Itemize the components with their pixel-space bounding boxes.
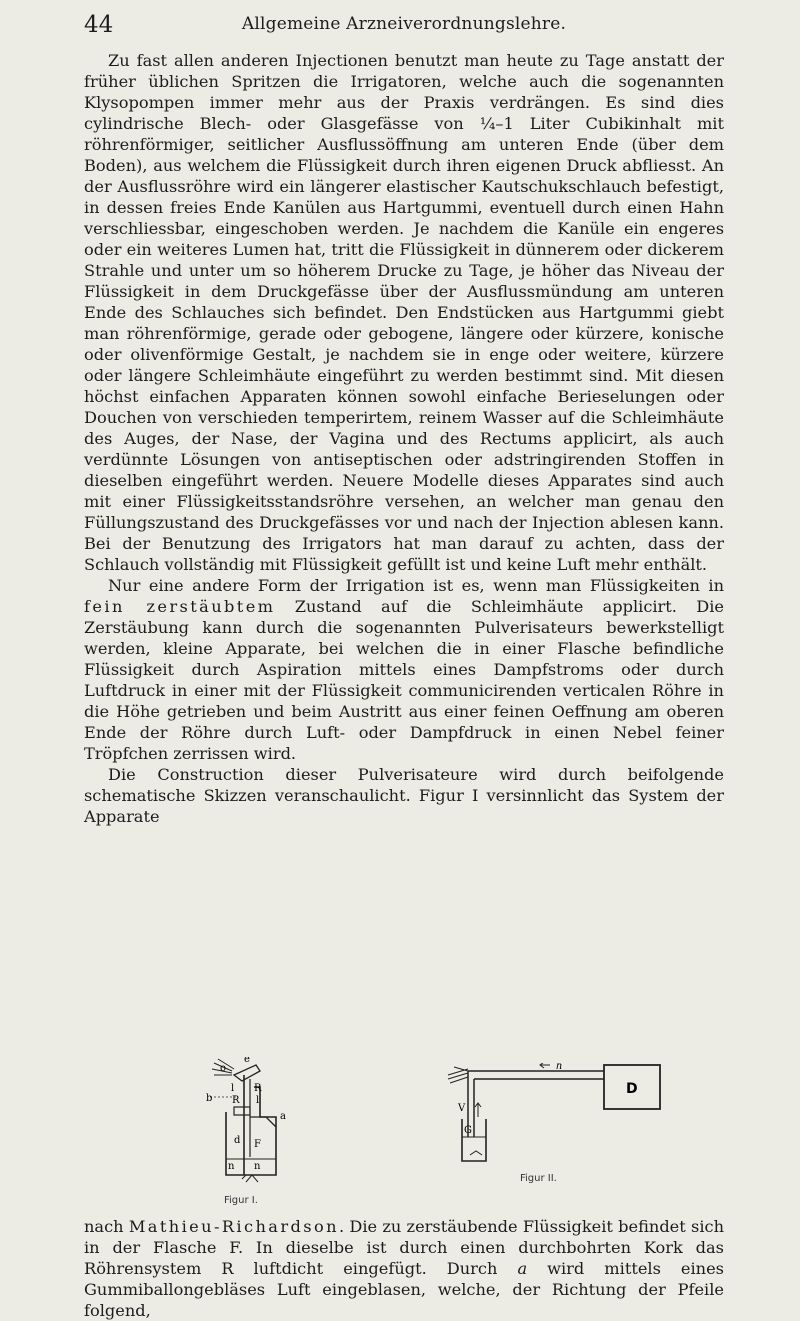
label-d: d (234, 1135, 241, 1146)
figures-area (84, 1057, 724, 1217)
nozzle (234, 1065, 260, 1081)
arrow-h (540, 1063, 550, 1068)
label-e: e (244, 1057, 250, 1065)
running-head: Allgemeine Arzneiverordnungslehre. (241, 14, 567, 34)
paragraph-4 (84, 1216, 724, 1321)
container-arrows (470, 1151, 482, 1155)
author-name: Mathieu-Richardson (128, 1217, 339, 1236)
paragraph-3: Die Construction dieser Pulverisateure wird durch beifolgende schematische Skizzen veranschaulicht. Figur I versinnlicht das System der Apparate (84, 765, 724, 826)
prefix: nach (84, 1217, 129, 1236)
label-r-outer: R (254, 1083, 262, 1094)
label-d-box: D (626, 1081, 638, 1097)
figure-1-caption: Figur I. (224, 1195, 258, 1206)
page-header (84, 8, 724, 48)
paragraph-4-end: wird mittels eines Gummiballongebläses Luft eingeblasen, welche, der Richtung der Pfeile folgend, (84, 1259, 724, 1320)
label-l-upper: l (231, 1083, 235, 1094)
label-a: a (280, 1111, 286, 1122)
cork (234, 1107, 250, 1115)
bottom-text (84, 1216, 724, 1321)
figure-2-caption: Figur II. (520, 1173, 557, 1184)
flow-arrows (242, 1175, 258, 1182)
label-g: G (464, 1125, 472, 1136)
page-number: 44 (84, 12, 114, 38)
label-h: h (556, 1063, 563, 1072)
paragraph-2-rest: Zustand auf die Schleimhäute applicirt. Die Zerstäubung kann durch die sogenannten Pulverisateurs bewerkstelligt werden, kleine Apparate, bei welchen die in einer Flasche befindliche Flüssigkeit durch Aspiration mittels eines Dampfstroms oder durch Luftdruck in einer mit der Flüssigkeit communicirenden verticalen Röhre in die Höhe getrieben und beim Austritt aus einer feinen Oeffnung am oberen Ende der Röhre durch Luft- oder Dampfdruck in einen Nebel feiner Tröpfchen zerrissen wird. (84, 597, 724, 763)
body-text (84, 50, 724, 827)
italic-a: a (517, 1259, 528, 1278)
spray-cone (448, 1067, 468, 1083)
label-f: F (254, 1139, 261, 1150)
paragraph-2-start: Nur eine andere Form der Irrigation ist es, wenn man Flüssigkeiten in (108, 576, 724, 595)
spaced-emphasis: fein zerstäubtem (84, 597, 276, 616)
up-arrow (475, 1103, 481, 1117)
label-r-inner: R (232, 1095, 240, 1106)
air-tube (250, 1117, 276, 1127)
label-b: b (206, 1093, 213, 1104)
label-n-left: n (228, 1161, 235, 1172)
label-n-right: n (254, 1161, 261, 1172)
paragraph-1: Zu fast allen anderen Injectionen benutzt man heute zu Tage anstatt der früher üblichen Spritzen die Irrigatoren, welche auch die sogenannten Klysopompen immer mehr aus der Praxis verdrängen. Es sind dies cylindrische Blech- oder Glasgefässe von ¼–1 Liter Cubikinhalt mit röhrenförmiger, seitlicher Ausflussöffnung am unteren Ende (über dem Boden), aus welchem die Flüssigkeit durch ihren eigenen Druck abfliesst. An der Ausflussröhre wird ein längerer elastischer Kautschukschlauch befestigt, in dessen freies Ende Kanülen aus Hartgummi, eventuell durch einen Hahn verschliessbar, eingeschoben werden. Je nachdem die Kanüle ein engeres oder ein weiteres Lumen hat, tritt die Flüssigkeit in dünnerem oder dickerem Strahle und unter um so höherem Drucke zu Tage, je höher das Niveau der Flüssigkeit in dem Druckgefässe über der Ausflussmündung am unteren Ende des Schlauches sich befindet. Den Endstücken aus Hartgummi giebt man röhrenförmige, gerade oder gebogene, längere oder kürzere, konische oder olivenförmige Gestalt, je nachdem sie in enge oder weitere, kürzere oder längere Schleimhäute eingeführt zu werden bestimmt sind. Mit diesen höchst einfachen Apparaten können sowohl einfache Berieselungen oder Douchen von verschieden temperirtem, reinem Wasser auf die Schleimhäute des Auges, der Nase, der Vagina und des Rectums applicirt, als auch verdünnte Lösungen von antiseptischen oder adstringirenden Stoffen in dieselben eingeführt werden. Neuere Modelle dieses Apparates sind auch mit einer Flüssigkeitsstandsröhre versehen, an welcher man genau den Füllungszustand des Druckgefässes vor und nach der Injection ablesen kann. Bei der Benutzung des Irrigators hat man darauf zu achten, dass der Schlauch vollständig mit Flüssigkeit gefüllt ist und keine Luft mehr enthält. (84, 51, 724, 574)
label-v: V (458, 1103, 466, 1114)
paragraph-4-text: . Die zu zerstäubende Flüssigkeit befindet sich in der Flasche F. In dieselbe ist durch einen durchbohrten Kork das Röhrensystem R luftdicht eingefügt. Durch (84, 1217, 724, 1278)
figure-2-diagram (444, 1063, 674, 1173)
paragraph-2 (84, 575, 724, 764)
label-o: o (220, 1063, 227, 1074)
figure-1-diagram (184, 1057, 304, 1187)
label-l-right: l (256, 1095, 260, 1106)
